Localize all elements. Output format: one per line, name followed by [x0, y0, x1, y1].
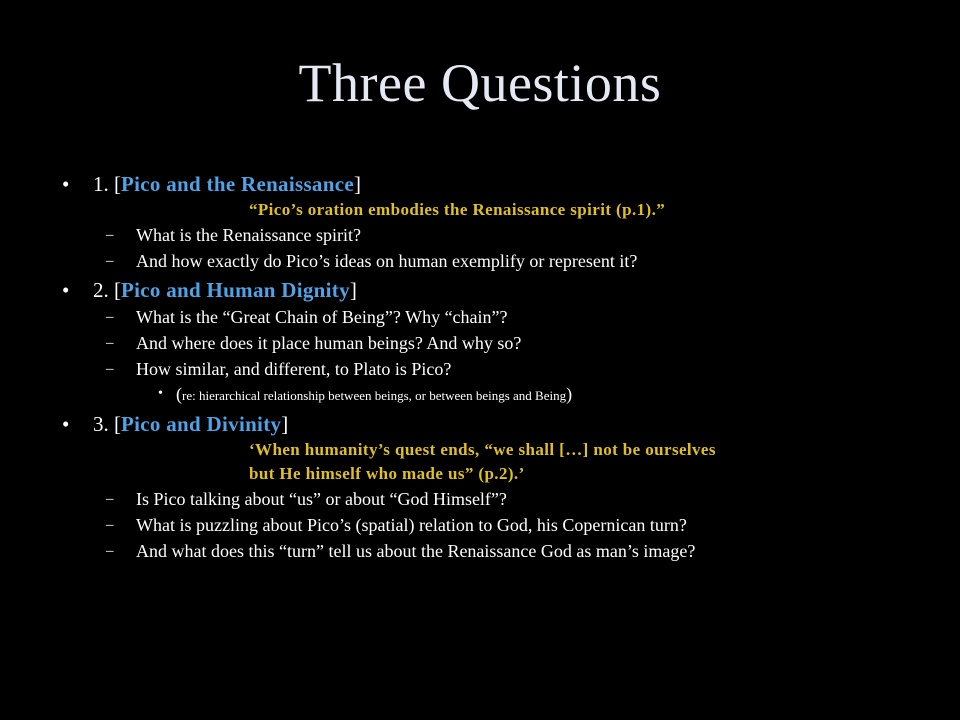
- section-3-quote-line-2: but He himself who made us” (p.2).’: [249, 464, 525, 483]
- section-1-quote: “Pico’s oration embodies the Renaissance spirit (p.1).”: [249, 200, 666, 219]
- section-2-note-close: ): [566, 384, 573, 404]
- section-2-question-3: – How similar, and different, to Plato is Pico?: [62, 356, 942, 382]
- slide-content: [62, 168, 942, 564]
- section-3-heading: [62, 410, 942, 438]
- section-3-question-3: – And what does this “turn” tell us about the Renaissance God as man’s image?: [62, 538, 942, 564]
- section-2-question-2: – And where does it place human beings? And why so?: [62, 330, 942, 356]
- section-2-note: [62, 382, 942, 408]
- section-1-question-2: – And how exactly do Pico’s ideas on human exemplify or represent it?: [62, 248, 942, 274]
- slide-title: Three Questions: [298, 53, 662, 113]
- section-2-topic: Pico and Human Dignity: [121, 278, 350, 302]
- section-3-topic: Pico and Divinity: [121, 412, 282, 436]
- section-2-note-open: (: [176, 384, 182, 404]
- section-2-note-text: re: hierarchical relationship between beings, or between beings and Being: [182, 388, 567, 403]
- section-1-topic: Pico and the Renaissance: [121, 172, 354, 196]
- section-1-prefix: 1. [: [93, 172, 121, 196]
- section-1-heading: [62, 170, 942, 198]
- section-1-question-1: – What is the Renaissance spirit?: [62, 222, 942, 248]
- section-3-prefix: 3. [: [93, 412, 121, 436]
- section-2-prefix: 2. [: [93, 278, 121, 302]
- section-2-suffix: ]: [349, 278, 357, 302]
- section-2-heading: [62, 276, 942, 304]
- section-3-question-2: – What is puzzling about Pico’s (spatial) relation to God, his Copernican turn?: [62, 512, 942, 538]
- section-2-question-1: – What is the “Great Chain of Being”? Why “chain”?: [62, 304, 942, 330]
- section-3-question-1: – Is Pico talking about “us” or about “God Himself”?: [62, 486, 942, 512]
- section-3-suffix: ]: [281, 412, 289, 436]
- section-1-suffix: ]: [353, 172, 361, 196]
- section-3-quote-line-1: ‘When humanity’s quest ends, “we shall […] not be ourselves: [249, 440, 716, 459]
